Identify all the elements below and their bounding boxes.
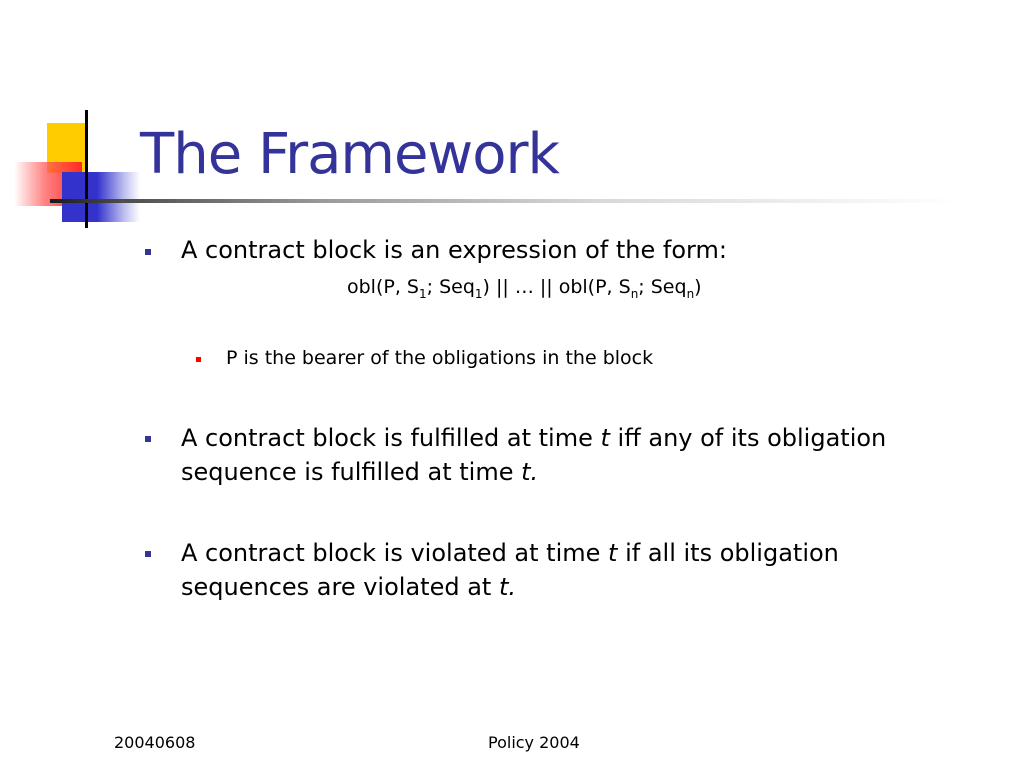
bullet-1-text: A contract block is an expression of the form: — [181, 236, 727, 264]
footer-title: Policy 2004 — [488, 733, 580, 752]
logo-vertical-line — [85, 110, 88, 228]
sub-bullet-marker — [196, 357, 201, 362]
decorative-logo — [0, 0, 160, 240]
footer-date: 20040608 — [114, 733, 196, 752]
bullet-marker — [145, 249, 151, 255]
logo-blue-square — [62, 172, 140, 222]
bullet-3-text: A contract block is violated at time t if all its obligation sequences are violated at t. — [181, 539, 839, 601]
bullet-marker — [145, 551, 151, 557]
contract-block-formula: obl(P, $S_1$; Seq$_1$) || … || obl(P, $S_n$; Seq$_n$) — [347, 276, 702, 301]
bullet-2-text: A contract block is fulfilled at time t iff any of its obligation sequence is fulfilled at time t. — [181, 424, 887, 486]
title-underline — [50, 199, 960, 203]
sub-bullet-text: P is the bearer of the obligations in the block — [226, 347, 654, 369]
slide-title: The Framework — [140, 122, 559, 187]
bullet-marker — [145, 436, 151, 442]
